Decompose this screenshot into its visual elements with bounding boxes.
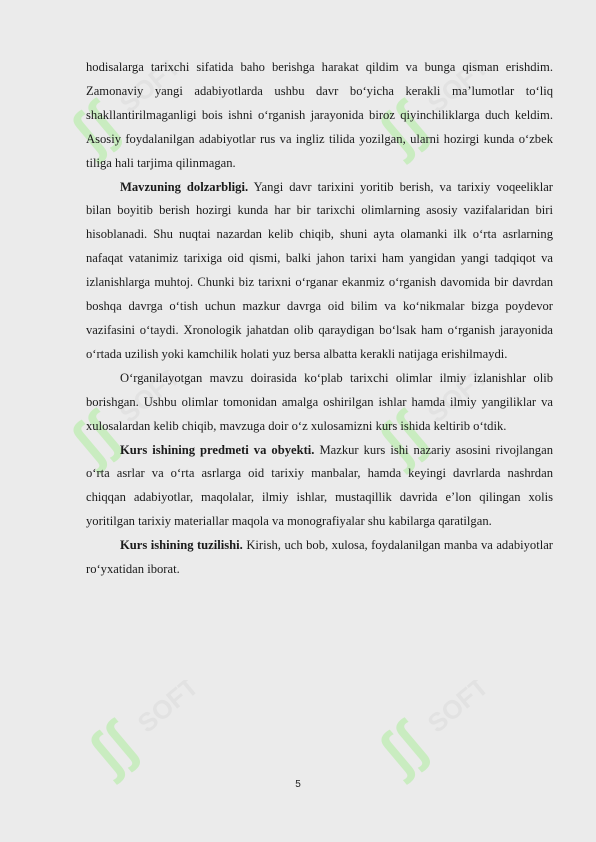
svg-text:ʃʃ: ʃʃ [76,710,149,786]
paragraph-text: O‘rganilayotgan mavzu doirasida ko‘plab tarixchi olimlar ilmiy izlanishlar olib borishgan. Ushbu olimlar tomonidan amalga oshirilgan ishlar hamda ilmiy yangiliklar va xulosalardan kelib chiqib, mavzuga doir o‘z xulosamizni kurs ishida keltirib o‘tdik. [86,370,553,433]
svg-text:SOFT: SOFT [113,370,182,429]
paragraph-heading: Kurs ishining tuzilishi. [120,538,243,553]
svg-text:ʃʃ: ʃʃ [58,400,131,476]
paragraph-text: Mazkur kurs ishi nazariy asosini rivojlangan o‘rta asrlar va o‘rta asrlarga oid tarixiy manbalar, hamda keyingi davrlarda nashrdan chiqqan adabiyotlar, maqolalar, ilmiy ishlar, mustaqillik davrida e’lon qilingan xolis yoritilgan tarixiy materiallar maqola va monografiyalar shu kabilarga qaratilgan. [86,442,553,529]
svg-text:SOFT: SOFT [421,370,490,429]
watermark-logo [360,680,490,790]
body-text [86,56,553,582]
svg-text:SOFT: SOFT [131,680,200,739]
svg-text:SOFT: SOFT [421,680,490,739]
paragraph-heading: Kurs ishining predmeti va obyekti. [120,442,315,457]
paragraph-text: Yangi davr tarixini yoritib berish, va tarixiy voqeeliklar bilan boyitib berish hozirgi kunda har bir tarixchi olimlarning asosiy vazifalaridan biri hisoblanadi. Shu nuqtai nazardan kelib chiqib, shuni ayta olamanki ilk o‘rta asrlarning nafaqat vatanimiz tarixiga oid qismi, balki jahon tarixi ham yangidan yangi tadqiqot va izlanishlarga muhtoj. Chunki biz tarixni o‘rganar ekanmiz o‘rganish davomida bir davrdan boshqa davrga o‘tish uchun mazkur davrga oid bilim va ko‘nikmalar bizga poydevor vazifasini o‘taydi. Xronologik jahatdan olib qaraydigan bo‘lsak ham o‘rganish jarayonida o‘rtada uzilish yoki kamchilik holati yuz bersa albatta kerakli natijaga erishilmaydi. [86,179,553,361]
svg-text:ʃʃ: ʃʃ [366,90,439,166]
watermark-logo-graphic [70,680,200,790]
watermark-logo-graphic [360,680,490,790]
paragraph [86,56,553,176]
paragraph [86,439,553,535]
paragraph-text: hodisalarga tarixchi sifatida baho berishga harakat qildim va bunga qisman erishdim. Zamonaviy yangi adabiyotlarda ushbu davr bo‘yicha kerakli ma’lumotlar to‘liq shakllantirilmaganligi bois ishni o‘rganish jarayonida biroz qiyinchiliklarga duch keldim. Asosiy foydalanilgan adabiyotlar rus va ingliz tilida yozilgan, ularni hozirgi kunda o‘zbek tiliga hali tarjima qilinmagan. [86,60,553,170]
paragraph-heading: Mavzuning dolzarbligi. [120,179,249,194]
paragraph [86,367,553,439]
watermark-logo [70,680,200,790]
paragraph [86,534,553,582]
paragraph-text: Kirish, uch bob, xulosa, foydalanilgan manba va adabiyotlar ro‘yxatidan iborat. [86,538,553,577]
svg-text:ʃʃ: ʃʃ [58,90,131,166]
paragraph [86,176,553,367]
svg-text:ʃʃ: ʃʃ [366,400,439,476]
svg-text:SOFT: SOFT [113,60,182,119]
svg-text:ʃʃ: ʃʃ [366,710,439,786]
page-number: 5 [295,779,301,790]
svg-text:SOFT: SOFT [421,60,490,119]
